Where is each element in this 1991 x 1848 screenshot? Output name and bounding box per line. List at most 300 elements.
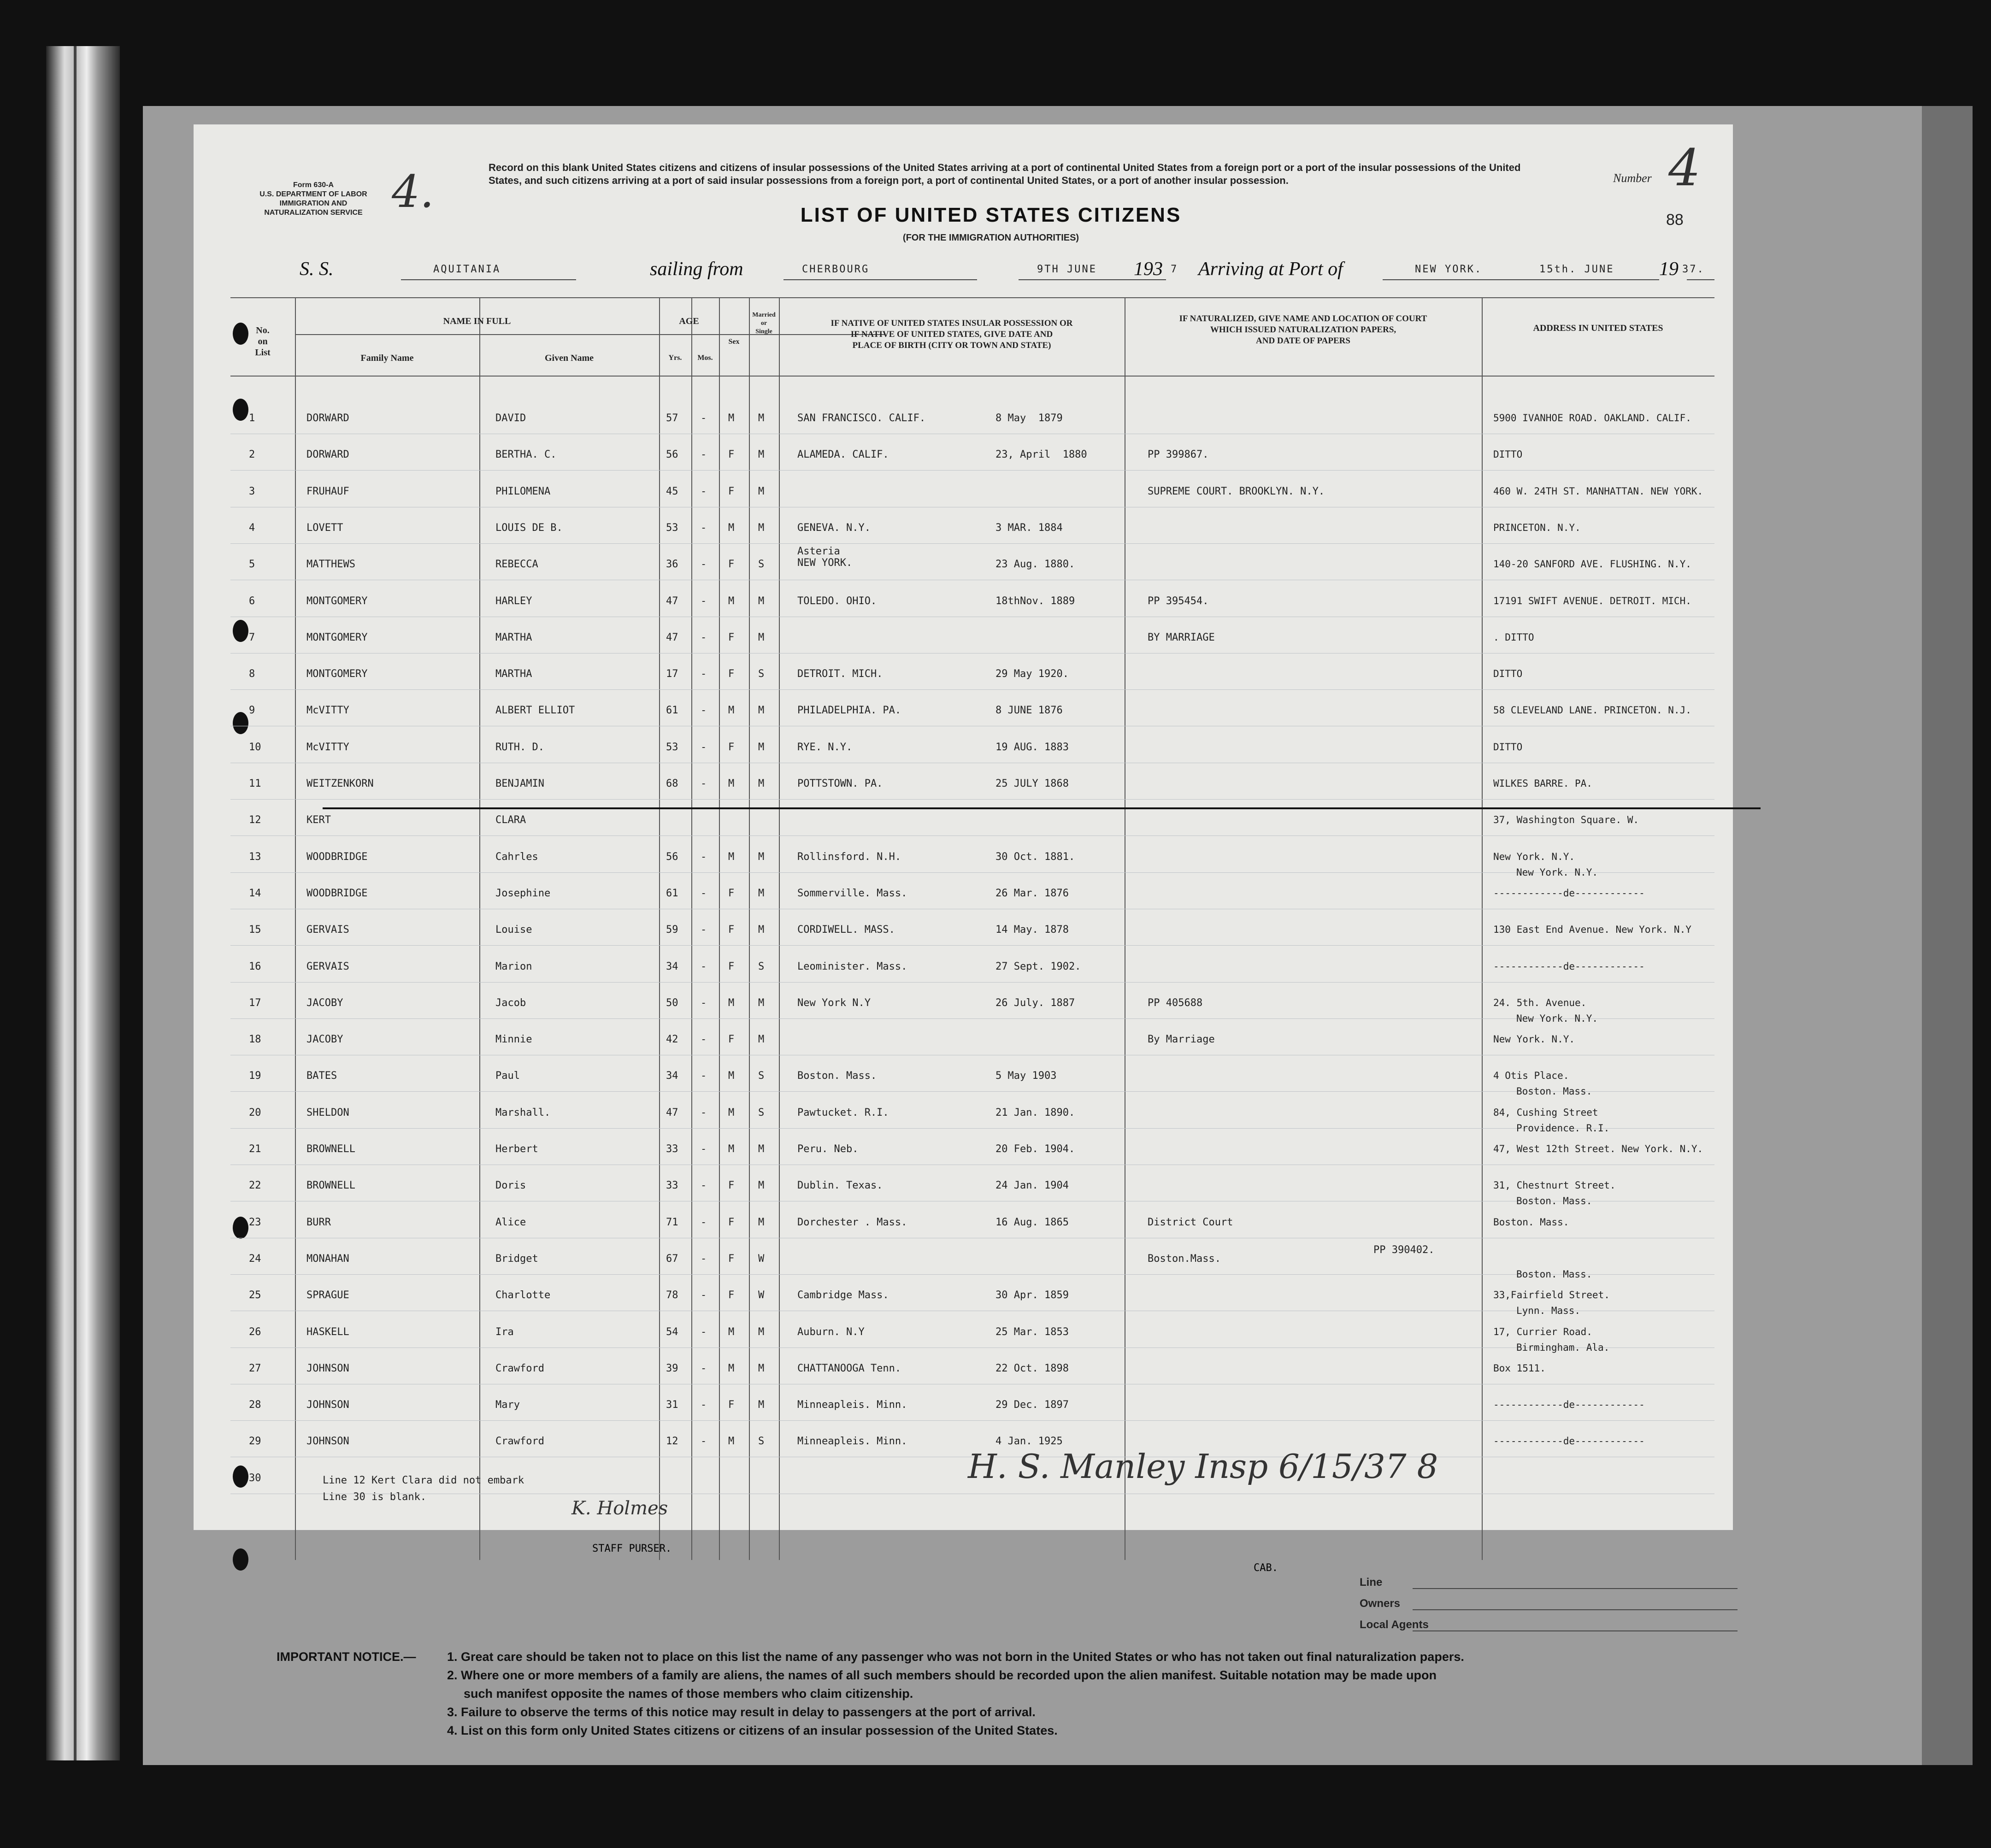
year-to: 37. (1682, 264, 1705, 275)
address-line-2: Boston. Mass. (1516, 1268, 1592, 1280)
given-name: BERTHA. C. (495, 449, 557, 461)
birth-date: 3 MAR. 1884 (996, 522, 1063, 534)
sex: M (728, 1326, 735, 1338)
birth-date: 16 Aug. 1865 (996, 1216, 1069, 1228)
family-name: JACOBY (306, 997, 343, 1009)
birth-date: 21 Jan. 1890. (996, 1106, 1075, 1118)
underline (1019, 279, 1166, 280)
sex: F (728, 1034, 735, 1046)
birth-place: Boston. Mass. (797, 1070, 877, 1082)
col-family: Family Name (360, 353, 414, 363)
sex: F (728, 449, 735, 461)
marital-status: S (758, 1070, 765, 1082)
age-years: 71 (666, 1216, 678, 1228)
age-years: 67 (666, 1253, 678, 1265)
notice-item: 2. Where one or more members of a family are aliens, the names of all such members should be recorded upon the alien manifest. Suitable notation may be made upon (447, 1668, 1437, 1682)
row-no: 28 (249, 1399, 261, 1411)
marital-status: M (758, 631, 765, 643)
row-no: 1 (249, 412, 255, 424)
table-row (230, 883, 1714, 920)
page-subtitle: (FOR THE IMMIGRATION AUTHORITIES) (902, 233, 1079, 243)
age-months: - (701, 778, 707, 789)
row-no: 17 (249, 997, 261, 1009)
given-name: Marion (495, 960, 532, 972)
age-months: - (701, 631, 707, 643)
row-no: 15 (249, 924, 261, 936)
family-name: HASKELL (306, 1326, 349, 1338)
marital-status: S (758, 1106, 765, 1118)
page-number: 88 (1666, 211, 1684, 229)
given-name: Jacob (495, 997, 526, 1009)
sex: M (728, 1070, 735, 1082)
marital-status: M (758, 705, 765, 717)
page-mark: 4. (392, 166, 434, 218)
row-no: 24 (249, 1253, 261, 1265)
age-months: - (701, 851, 707, 863)
birth-place: RYE. N.Y. (797, 741, 853, 753)
age-months: - (701, 1436, 707, 1448)
birth-date: 26 July. 1887 (996, 997, 1075, 1009)
notice-item: 1. Great care should be taken not to place on this list the name of any passenger who was not born in the United States or who has not taken out final naturalization papers. (447, 1650, 1464, 1664)
family-name: BROWNELL (306, 1180, 355, 1192)
given-name: Louise (495, 924, 532, 936)
table-row (230, 847, 1714, 883)
given-name: CLARA (495, 814, 526, 826)
underline (1687, 279, 1714, 280)
birth-place: Auburn. N.Y (797, 1326, 865, 1338)
birth-place: ALAMEDA. CALIF. (797, 449, 889, 461)
sex: M (728, 851, 735, 863)
family-name: FRUHAUF (306, 485, 349, 497)
underline (783, 279, 977, 280)
table-row (230, 627, 1714, 664)
family-name: DORWARD (306, 412, 349, 424)
given-name: Charlotte (495, 1289, 551, 1301)
col-birth: IF NATIVE OF UNITED STATES INSULAR POSSESSION OR IF NATIVE OF UNITED STATES, GIVE DATE AND PLACE OF BIRTH (CITY OR TOWN AND STATE) (831, 318, 1073, 350)
marital-status: W (758, 1289, 765, 1301)
age-years: 12 (666, 1436, 678, 1448)
sex: M (728, 522, 735, 534)
address: 47, West 12th Street. New York. N.Y. (1493, 1143, 1703, 1154)
row-no: 9 (249, 705, 255, 717)
marital-status: M (758, 924, 765, 936)
address: ------------de------------ (1493, 1436, 1645, 1447)
marital-status: S (758, 668, 765, 680)
table-row (230, 664, 1714, 700)
address-line-2: New York. N.Y. (1516, 1012, 1598, 1024)
col-mos: Mos. (697, 354, 713, 362)
family-name: MONTGOMERY (306, 668, 368, 680)
family-name: BURR (306, 1216, 331, 1228)
age-months: - (701, 1180, 707, 1192)
age-months: - (701, 1399, 707, 1411)
birth-date: 18thNov. 1889 (996, 595, 1075, 607)
address: New York. N.Y. (1493, 1034, 1575, 1045)
age-months: - (701, 485, 707, 497)
family-name: BATES (306, 1070, 337, 1082)
number-label: Number (1613, 171, 1652, 185)
sex: F (728, 1399, 735, 1411)
row-no: 19 (249, 1070, 261, 1082)
birth-date: 19 AUG. 1883 (996, 741, 1069, 753)
cab-label: CAB. (1254, 1562, 1278, 1574)
notice-item: such manifest opposite the names of those members who claim citizenship. (464, 1687, 913, 1701)
purser-signature: K. Holmes (571, 1498, 668, 1519)
row-no: 18 (249, 1034, 261, 1046)
remarks-block (323, 1472, 524, 1506)
table-row (230, 1102, 1714, 1139)
address: 31, Chestnurt Street. (1493, 1180, 1616, 1191)
row-no: 5 (249, 559, 255, 571)
sex: M (728, 595, 735, 607)
row-no: 10 (249, 741, 261, 753)
birth-date: 14 May. 1878 (996, 924, 1069, 936)
sailing-label: sailing from (650, 259, 743, 280)
age-months: - (701, 668, 707, 680)
address: 140-20 SANFORD AVE. FLUSHING. N.Y. (1493, 559, 1691, 570)
age-years: 33 (666, 1143, 678, 1155)
birth-place: New York N.Y (797, 997, 871, 1009)
table-row (230, 444, 1714, 481)
address: ------------de------------ (1493, 960, 1645, 972)
given-name: Herbert (495, 1143, 538, 1155)
marital-status: M (758, 1143, 765, 1155)
family-name: WEITZENKORN (306, 778, 374, 789)
col-name-in-full: NAME IN FULL (443, 316, 511, 326)
age-months: - (701, 595, 707, 607)
inspector-signature: H. S. Manley Insp 6/15/37 8 (968, 1447, 1438, 1486)
table-row (230, 1248, 1714, 1285)
sex: M (728, 778, 735, 789)
row-no: 2 (249, 449, 255, 461)
given-name: HARLEY (495, 595, 532, 607)
table-row (230, 1175, 1714, 1212)
given-name: PHILOMENA (495, 485, 551, 497)
birth-date: 23 Aug. 1880. (996, 559, 1075, 571)
marital-status: M (758, 522, 765, 534)
birth-date: 20 Feb. 1904. (996, 1143, 1075, 1155)
table-row (230, 956, 1714, 993)
age-years: 47 (666, 631, 678, 643)
ss-label: S. S. (300, 259, 334, 280)
birth-date: 4 Jan. 1925 (996, 1436, 1063, 1448)
age-months: - (701, 705, 707, 717)
family-name: BROWNELL (306, 1143, 355, 1155)
address: 24. 5th. Avenue. (1493, 997, 1587, 1008)
address-line-2: Birmingham. Ala. (1516, 1342, 1610, 1353)
address-line-2: Boston. Mass. (1516, 1086, 1592, 1097)
binder-edge (46, 46, 120, 1760)
col-naturalized: IF NATURALIZED, GIVE NAME AND LOCATION OF COURT WHICH ISSUED NATURALIZATION PAPERS, AND DATE OF PAPERS (1179, 314, 1427, 346)
given-name: BENJAMIN (495, 778, 544, 789)
birth-place: TOLEDO. OHIO. (797, 595, 877, 607)
sex: F (728, 631, 735, 643)
row-no: 13 (249, 851, 261, 863)
age-years: 56 (666, 449, 678, 461)
given-name: Alice (495, 1216, 526, 1228)
age-years: 33 (666, 1180, 678, 1192)
sex: F (728, 960, 735, 972)
address: 33,Fairfield Street. (1493, 1289, 1610, 1301)
address: 84, Cushing Street (1493, 1106, 1598, 1118)
row-no: 16 (249, 960, 261, 972)
table-row (230, 408, 1714, 445)
col-married: Married or Single (752, 312, 776, 335)
row-no: 3 (249, 485, 255, 497)
marital-status: M (758, 741, 765, 753)
birth-date: 5 May 1903 (996, 1070, 1057, 1082)
age-years: 78 (666, 1289, 678, 1301)
marital-status: M (758, 1216, 765, 1228)
age-months: - (701, 741, 707, 753)
birth-date: 22 Oct. 1898 (996, 1362, 1069, 1374)
naturalization: PP 405688 (1148, 997, 1203, 1009)
marital-status: M (758, 595, 765, 607)
age-months: - (701, 960, 707, 972)
notice-head: IMPORTANT NOTICE.— (277, 1650, 416, 1664)
address: 37, Washington Square. W. (1493, 814, 1639, 826)
marital-status: M (758, 449, 765, 461)
year-to-prefix: 19 (1659, 259, 1679, 280)
given-name: Ira (495, 1326, 514, 1338)
naturalization: District Court (1148, 1216, 1233, 1228)
birth-place: SAN FRANCISCO. CALIF. (797, 412, 926, 424)
birth-date: 29 Dec. 1897 (996, 1399, 1069, 1411)
birth-place: DETROIT. MICH. (797, 668, 883, 680)
family-name: SPRAGUE (306, 1289, 349, 1301)
age-years: 42 (666, 1034, 678, 1046)
naturalization: PP 395454. (1148, 595, 1209, 607)
form-number: Form 630-A U.S. DEPARTMENT OF LABOR IMMIGRATION AND NATURALIZATION SERVICE (259, 181, 367, 217)
family-name: WOODBRIDGE (306, 851, 368, 863)
marital-status: M (758, 887, 765, 899)
family-name: DORWARD (306, 449, 349, 461)
age-months: - (701, 412, 707, 424)
given-name: Cahrles (495, 851, 538, 863)
address: 5900 IVANHOE ROAD. OAKLAND. CALIF. (1493, 412, 1691, 424)
marital-status: M (758, 1180, 765, 1192)
age-years: 34 (666, 1070, 678, 1082)
age-months: - (701, 1034, 707, 1046)
marital-status: M (758, 412, 765, 424)
sex: M (728, 1436, 735, 1448)
birth-date: 29 May 1920. (996, 668, 1069, 680)
birth-place: GENEVA. N.Y. (797, 522, 871, 534)
given-name: ALBERT ELLIOT (495, 705, 575, 717)
address: ------------de------------ (1493, 887, 1645, 899)
age-years: 53 (666, 741, 678, 753)
remark-line: Line 30 is blank. (323, 1491, 427, 1503)
address: DITTO (1493, 668, 1523, 680)
given-name: Crawford (495, 1362, 544, 1374)
given-name: DAVID (495, 412, 526, 424)
marital-status: W (758, 1253, 765, 1265)
marital-status: S (758, 960, 765, 972)
date-to: 15th. JUNE (1539, 264, 1614, 275)
field-local-agents: Local Agents (1360, 1618, 1738, 1640)
birth-date: 8 JUNE 1876 (996, 705, 1063, 717)
sex: F (728, 887, 735, 899)
address: ------------de------------ (1493, 1399, 1645, 1411)
family-name: GERVAIS (306, 924, 349, 936)
family-name: MONTGOMERY (306, 631, 368, 643)
marital-status: S (758, 1436, 765, 1448)
naturalization: PP 399867. (1148, 449, 1209, 461)
given-name: Josephine (495, 887, 551, 899)
port-from: CHERBOURG (802, 264, 870, 275)
naturalization: By Marriage (1148, 1034, 1215, 1046)
given-name: REBECCA (495, 559, 538, 571)
age-months: - (701, 522, 707, 534)
table-row (230, 1029, 1714, 1066)
age-months: - (701, 997, 707, 1009)
ship-name: AQUITANIA (433, 264, 501, 275)
table-row (230, 546, 1714, 591)
field-line: Line (1360, 1576, 1738, 1597)
age-months: - (701, 887, 707, 899)
family-name: KERT (306, 814, 331, 826)
sex: F (728, 1253, 735, 1265)
birth-place: Rollinsford. N.H. (797, 851, 901, 863)
table-row (230, 773, 1714, 810)
date-from: 9TH JUNE (1037, 264, 1097, 275)
address: WILKES BARRE. PA. (1493, 778, 1592, 789)
family-name: MATTHEWS (306, 559, 355, 571)
age-months: - (701, 1326, 707, 1338)
given-name: Marshall. (495, 1106, 551, 1118)
row-no: 14 (249, 887, 261, 899)
sex: M (728, 705, 735, 717)
age-years: 53 (666, 522, 678, 534)
age-years: 45 (666, 485, 678, 497)
birth-place: Minneapleis. Minn. (797, 1436, 907, 1448)
address: 460 W. 24TH ST. MANHATTAN. NEW YORK. (1493, 485, 1703, 497)
sex: F (728, 924, 735, 936)
birth-date: 25 JULY 1868 (996, 778, 1069, 789)
age-months: - (701, 559, 707, 571)
table-row (230, 1065, 1714, 1102)
row-no: 29 (249, 1436, 261, 1448)
birth-date: 30 Oct. 1881. (996, 851, 1075, 863)
remark-line: Line 12 Kert Clara did not embark (323, 1475, 524, 1486)
given-name: Minnie (495, 1034, 532, 1046)
section-divider (323, 807, 1761, 809)
header-bottom (230, 376, 1714, 377)
table-row (230, 1285, 1714, 1322)
given-name: LOUIS DE B. (495, 522, 563, 534)
family-name: MONTGOMERY (306, 595, 368, 607)
address: 4 Otis Place. (1493, 1070, 1569, 1082)
notice-item: 4. List on this form only United States citizens or citizens of an insular possession of the United States. (447, 1724, 1058, 1737)
age-years: 56 (666, 851, 678, 863)
address: DITTO (1493, 741, 1523, 753)
table-top (230, 297, 1714, 298)
col-no: No. on List (255, 325, 271, 358)
given-name: Crawford (495, 1436, 544, 1448)
table-row (230, 810, 1714, 847)
age-years: 50 (666, 997, 678, 1009)
age-months: - (701, 924, 707, 936)
field-owners: Owners (1360, 1597, 1738, 1618)
table-row (230, 700, 1714, 737)
sex: M (728, 1106, 735, 1118)
family-name: GERVAIS (306, 960, 349, 972)
table-row (230, 993, 1714, 1030)
address-line-2: Providence. R.I. (1516, 1122, 1610, 1134)
year-prefix: 193 (1134, 259, 1163, 280)
birth-place: Asteria NEW YORK. (797, 546, 853, 569)
purser-label: STAFF PURSER. (592, 1543, 672, 1554)
table-row (230, 1139, 1714, 1176)
birth-place: Pawtucket. R.I. (797, 1106, 889, 1118)
row-no: 4 (249, 522, 255, 534)
address-line-2: Lynn. Mass. (1516, 1305, 1581, 1317)
birth-date: 26 Mar. 1876 (996, 887, 1069, 899)
year-from: 7 (1171, 264, 1178, 275)
row-no: 8 (249, 668, 255, 680)
birth-date: 27 Sept. 1902. (996, 960, 1081, 972)
sex: F (728, 1289, 735, 1301)
age-years: 47 (666, 595, 678, 607)
sex: M (728, 1362, 735, 1374)
given-name: Mary (495, 1399, 520, 1411)
marital-status: M (758, 1034, 765, 1046)
address: Boston. Mass. (1493, 1216, 1569, 1228)
row-no: 11 (249, 778, 261, 789)
birth-place: Leominister. Mass. (797, 960, 907, 972)
age-years: 61 (666, 887, 678, 899)
birth-date: 25 Mar. 1853 (996, 1326, 1069, 1338)
marital-status: M (758, 1326, 765, 1338)
table-row (230, 518, 1714, 554)
page-title: LIST OF UNITED STATES CITIZENS (800, 204, 1182, 226)
row-no: 6 (249, 595, 255, 607)
marital-status: M (758, 997, 765, 1009)
naturalization: Boston.Mass. (1148, 1253, 1221, 1265)
sex: M (728, 412, 735, 424)
sex: F (728, 741, 735, 753)
col-address: ADDRESS IN UNITED STATES (1533, 323, 1663, 333)
row-no: 21 (249, 1143, 261, 1155)
voyage-line (295, 258, 1714, 281)
marital-status: M (758, 1399, 765, 1411)
address: DITTO (1493, 449, 1523, 460)
naturalization: SUPREME COURT. BROOKLYN. N.Y. (1148, 485, 1325, 497)
agent-fields (1360, 1576, 1738, 1640)
birth-place: Dorchester . Mass. (797, 1216, 907, 1228)
row-no: 23 (249, 1216, 261, 1228)
marital-status: M (758, 485, 765, 497)
age-months: - (701, 1070, 707, 1082)
age-years: 47 (666, 1106, 678, 1118)
table-row (230, 919, 1714, 956)
age-years: 61 (666, 705, 678, 717)
underline (1383, 279, 1659, 280)
number-value: 4 (1668, 138, 1701, 197)
col-age: AGE (679, 316, 699, 326)
age-years: 36 (666, 559, 678, 571)
given-name: RUTH. D. (495, 741, 544, 753)
age-years: 34 (666, 960, 678, 972)
col-sex: Sex (728, 338, 740, 346)
sex: F (728, 1180, 735, 1192)
birth-place: PHILADELPHIA. PA. (797, 705, 901, 717)
birth-place: Sommerville. Mass. (797, 887, 907, 899)
table-row (230, 737, 1714, 774)
sex: M (728, 1143, 735, 1155)
notice-item: 3. Failure to observe the terms of this notice may result in delay to passengers at the port of arrival. (447, 1705, 1036, 1719)
age-months: - (701, 449, 707, 461)
